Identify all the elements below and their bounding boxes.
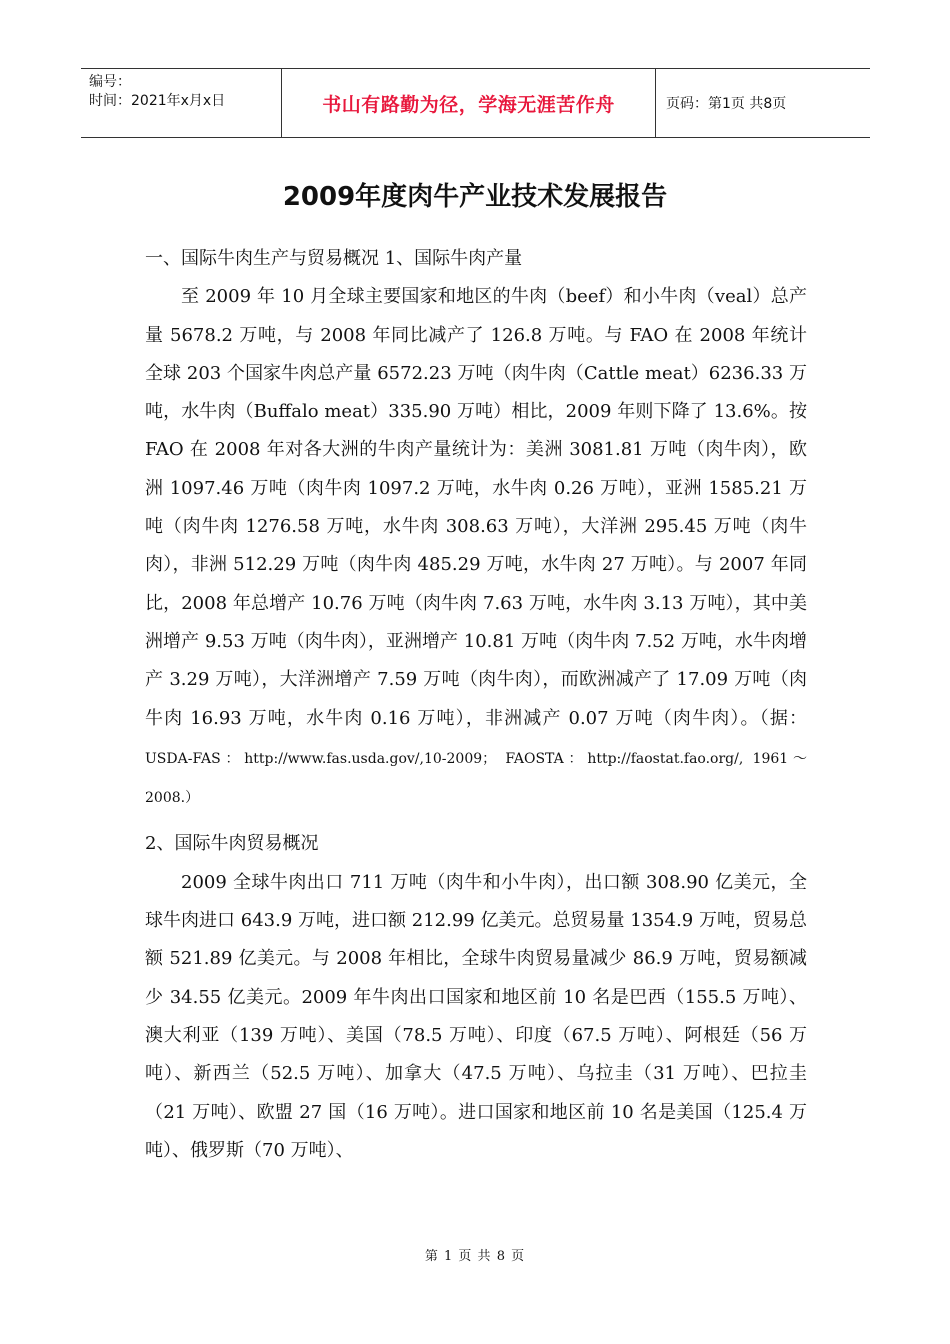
page-header xyxy=(81,68,870,138)
section-heading-2: 2、国际牛肉贸易概况 xyxy=(145,833,319,855)
serial-label: 编号： xyxy=(89,74,131,90)
header-motto: 书山有路勤为径，学海无涯苦作舟 xyxy=(282,69,656,137)
section-heading-1: 一、国际牛肉生产与贸易概况 1、国际牛肉产量 xyxy=(145,248,523,269)
header-page-info: 页码：第1页 共8页 xyxy=(666,96,787,112)
document-title: 2009年度肉牛产业技术发展报告 xyxy=(282,182,668,212)
date-label: 时间：2021年x月x日 xyxy=(89,93,226,109)
header-meta xyxy=(81,69,282,137)
document-body xyxy=(145,240,807,1170)
source-citation: USDA-FAS：http://www.fas.usda.gov/,10-2009； FAOSTA：http://faostat.fao.org/, 1961～2008.） xyxy=(145,750,807,807)
paragraph-production xyxy=(145,278,807,817)
paragraph-production-text: 至 2009 年 10 月全球主要国家和地区的牛肉（beef）和小牛肉（veal）总产量 5678.2 万吨，与 2008 年同比减产了 126.8 万吨。与 FAO 在 2008 年统计全球 203 个国家牛肉总产量 6572.23 万吨（肉牛肉（Cattle meat）6236.33 万吨，水牛肉（Buffalo meat）335.90 万吨）相比，2009 年则下降了 13.6%。按 FAO 在 2008 年对各大洲的牛肉产量统计为：美洲 3081.81 万吨（肉牛肉），欧洲 1097.46 万吨（肉牛肉 1097.2 万吨，水牛肉 0.26 万吨），亚洲 1585.21 万吨（肉牛肉 1276.58 万吨，水牛肉 308.63 万吨），大洋洲 295.45 万吨（肉牛肉），非洲 512.29 万吨（肉牛肉 485.29 万吨，水牛肉 27 万吨）。与 2007 年同比，2008 年总增产 10.76 万吨（肉牛肉 7.63 万吨，水牛肉 3.13 万吨），其中美洲增产 9.53 万吨（肉牛肉），亚洲增产 10.81 万吨（肉牛肉 7.52 万吨，水牛肉增产 3.29 万吨），大洋洲增产 7.59 万吨（肉牛肉），而欧洲减产了 17.09 万吨（肉牛肉 16.93 万吨，水牛肉 0.16 万吨），非洲减产 0.07 万吨（肉牛肉）。（据： xyxy=(145,286,807,729)
paragraph-trade: 2009 全球牛肉出口 711 万吨（肉牛和小牛肉），出口额 308.90 亿美元，全球牛肉进口 643.9 万吨，进口额 212.99 亿美元。总贸易量 1354.9 万吨，贸易总额 521.89 亿美元。与 2008 年相比，全球牛肉贸易量减少 86.9 万吨，贸易额减少 34.55 亿美元。2009 年牛肉出口国家和地区前 10 名是巴西（155.5 万吨）、澳大利亚（139 万吨）、美国（78.5 万吨）、印度（67.5 万吨）、阿根廷（56 万吨）、新西兰（52.5 万吨）、加拿大（47.5 万吨）、乌拉圭（31 万吨）、巴拉圭（21 万吨）、欧盟 27 国（16 万吨）。进口国家和地区前 10 名是美国（125.4 万吨）、俄罗斯（70 万吨）、 xyxy=(145,871,807,1161)
page-footer: 第 1 页 共 8 页 xyxy=(424,1249,526,1264)
